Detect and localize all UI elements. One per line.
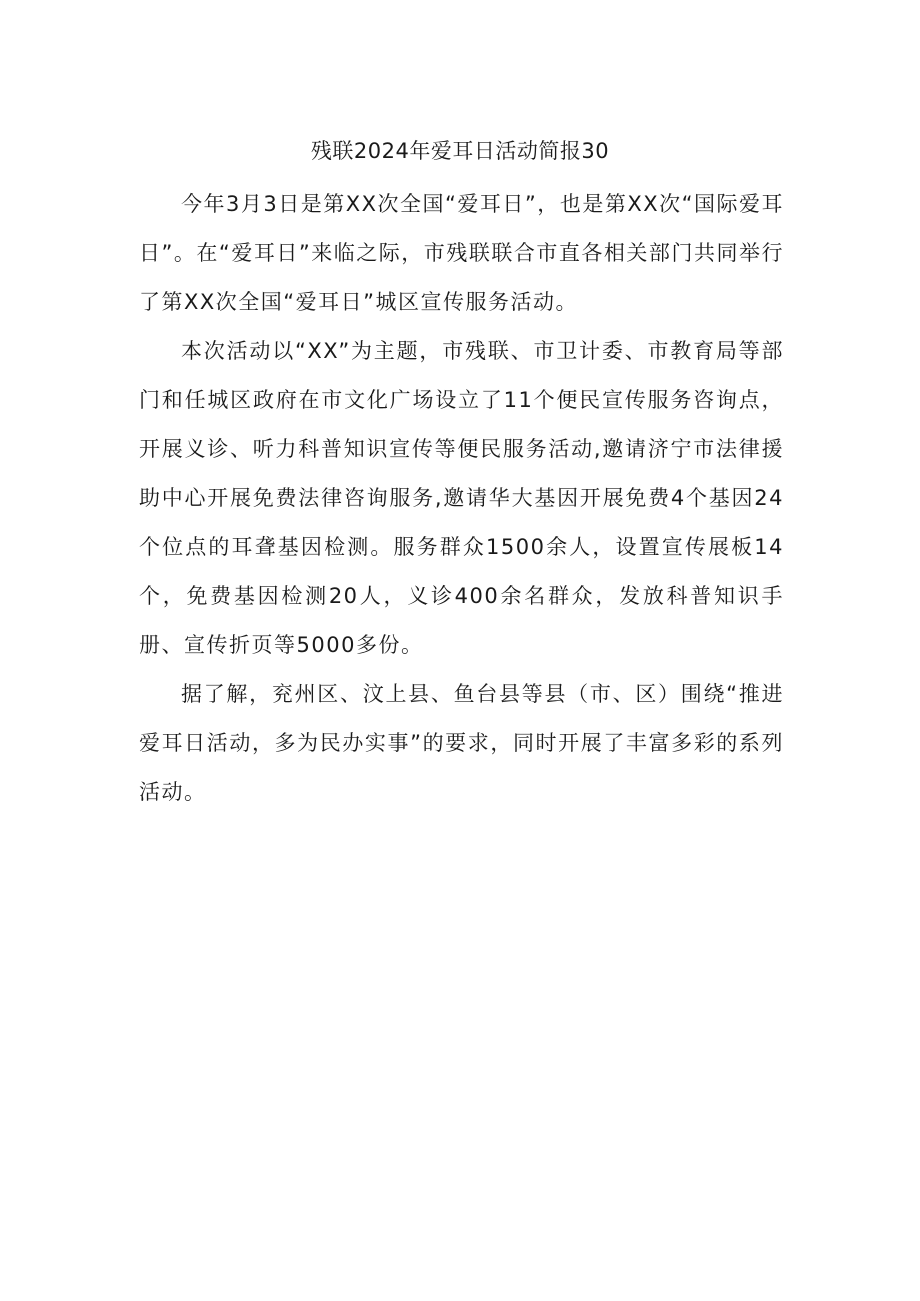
document-body: [139, 180, 784, 817]
paragraph-intro: 今年3月3日是第XX次全国“爱耳日”，也是第XX次“国际爱耳日”。在“爱耳日”来临之际，市残联联合市直各相关部门共同举行了第XX次全国“爱耳日”城区宣传服务活动。: [139, 192, 784, 314]
document-title: 残联2024年爱耳日活动简报30: [310, 139, 610, 163]
paragraph-county-activities: 据了解，兖州区、汶上县、鱼台县等县（市、区）围绕“推进爱耳日活动，多为民办实事”的要求，同时开展了丰富多彩的系列活动。: [139, 682, 784, 804]
paragraph-activity-details: 本次活动以“XX”为主题，市残联、市卫计委、市教育局等部门和任城区政府在市文化广场设立了11个便民宣传服务咨询点，开展义诊、听力科普知识宣传等便民服务活动,邀请济宁市法律援助中心开展免费法律咨询服务,邀请华大基因开展免费4个基因24个位点的耳聋基因检测。服务群众1500余人，设置宣传展板14个，免费基因检测20人，义诊400余名群众，发放科普知识手册、宣传折页等5000多份。: [139, 339, 784, 657]
